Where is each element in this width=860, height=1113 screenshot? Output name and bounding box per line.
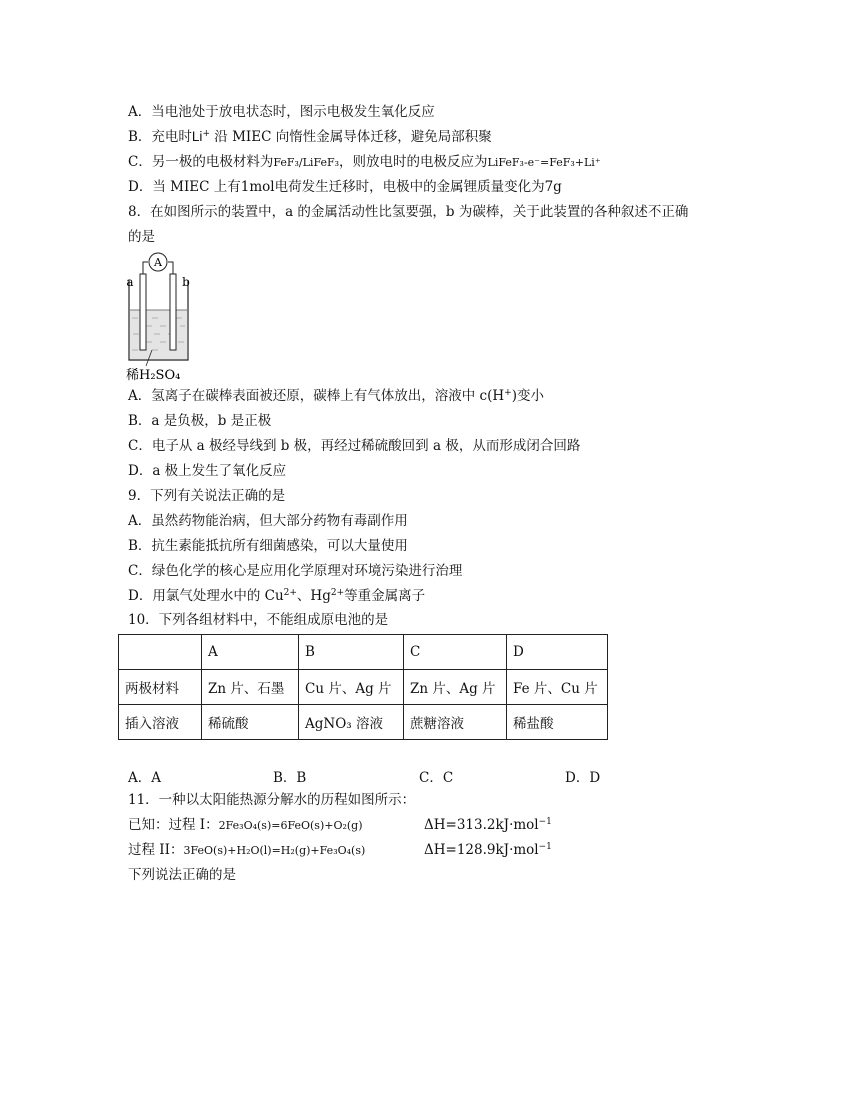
q9-option-d bbox=[128, 587, 425, 605]
q10-choice-b: B．B bbox=[273, 770, 307, 786]
q10-stem: 10．下列各组材料中，不能组成原电池的是 bbox=[128, 612, 389, 628]
table-cell: 插入溶液 bbox=[119, 705, 202, 740]
q7-option-d-pre: D．当 MIEC 上有 bbox=[128, 179, 241, 195]
q11-dh2-unit-exp: −1 bbox=[538, 842, 552, 852]
table-header-cell: B bbox=[299, 635, 404, 670]
q11-dh1-value: ΔH=313.2kJ·mol bbox=[424, 817, 539, 833]
q8-stem-line2: 的是 bbox=[128, 229, 155, 245]
q7-option-d bbox=[128, 178, 562, 196]
q11-enthalpy-2 bbox=[424, 841, 552, 859]
q10-materials-table bbox=[118, 634, 608, 740]
q8-option-a-pre: A．氢离子在碳棒表面被还原，碳棒上有气体放出，溶液中 c(H bbox=[128, 388, 505, 404]
q8-option-a-post: )变小 bbox=[511, 388, 544, 404]
q11-dh2-value: ΔH=128.9kJ·mol bbox=[424, 842, 539, 858]
q9-option-d-mid: 、Hg bbox=[296, 588, 331, 604]
table-header-cell: A bbox=[202, 635, 299, 670]
table-cell: Zn 片、Ag 片 bbox=[404, 670, 507, 705]
table-cell: Fe 片、Cu 片 bbox=[507, 670, 608, 705]
q7-option-b-charge: + bbox=[202, 129, 210, 139]
ammeter-label: A bbox=[154, 256, 162, 269]
solution-label: 稀H₂SO₄ bbox=[126, 368, 181, 382]
q8-option-a-sup: + bbox=[504, 388, 512, 398]
q7-option-b-post: 沿 MIEC 向惰性金属导体迁移，避免局部积聚 bbox=[214, 129, 492, 145]
table-header-cell: C bbox=[404, 635, 507, 670]
q9-option-d-pre: D．用氯气处理水中的 Cu bbox=[128, 588, 284, 604]
q10-choice-a: A．A bbox=[128, 770, 161, 786]
q11-enthalpy-1 bbox=[424, 816, 552, 834]
q9-option-b: B．抗生素能抵抗所有细菌感染，可以大量使用 bbox=[128, 538, 408, 554]
q10-choice-d: D．D bbox=[565, 770, 601, 786]
q7-option-a: A．当电池处于放电状态时，图示电极发生氧化反应 bbox=[128, 104, 435, 120]
q7-option-b-ion: Li bbox=[191, 129, 203, 144]
q7-option-b bbox=[128, 128, 492, 146]
q11-dh1-unit-exp: −1 bbox=[538, 817, 552, 827]
wire-right bbox=[168, 262, 173, 274]
q8-option-b: B．a 是负极，b 是正极 bbox=[128, 413, 272, 429]
table-cell: 稀硫酸 bbox=[202, 705, 299, 740]
electrode-b-label: b bbox=[182, 275, 190, 289]
electrode-b bbox=[170, 274, 176, 350]
q7-option-c-pre: C．另一极的电极材料为 bbox=[128, 154, 274, 170]
electrode-a-label: a bbox=[126, 275, 134, 289]
q11-process1 bbox=[128, 816, 363, 835]
q9-option-d-sup1: 2+ bbox=[283, 588, 297, 598]
q9-option-c: C．绿色化学的核心是应用化学原理对环境污染进行治理 bbox=[128, 563, 463, 579]
table-cell: 蔗糖溶液 bbox=[404, 705, 507, 740]
q7-option-c-mid: ，则放电时的电极反应为 bbox=[339, 154, 488, 170]
table-cell: 两极材料 bbox=[119, 670, 202, 705]
table-row bbox=[119, 705, 608, 740]
q11-stem: 11．一种以太阳能热源分解水的历程如图所示： bbox=[128, 792, 416, 808]
q8-option-c: C．电子从 a 极经导线到 b 极，再经过稀硫酸回到 a 极，从而形成闭合回路 bbox=[128, 438, 581, 454]
q11-equation-1: 2Fe₃O₄(s)=6FeO(s)+O₂(g) bbox=[218, 819, 363, 832]
solution-fill bbox=[130, 310, 187, 359]
q11-process2 bbox=[128, 841, 365, 860]
q8-option-d: D．a 极上发生了氧化反应 bbox=[128, 463, 287, 479]
table-header-cell bbox=[119, 635, 202, 670]
q11-known-label: 已知：过程 I： bbox=[128, 817, 219, 833]
q10-choice-c: C．C bbox=[419, 770, 454, 786]
table-header-cell: D bbox=[507, 635, 608, 670]
q9-option-d-sup2: 2+ bbox=[330, 588, 345, 598]
table-row bbox=[119, 670, 608, 705]
q7-option-d-post: 电荷发生迁移时，电极中的金属锂质量变化为 bbox=[274, 179, 545, 195]
q11-equation-2: 3FeO(s)+H₂O(l)=H₂(g)+Fe₃O₄(s) bbox=[183, 844, 366, 857]
q7-option-d-value: 7g bbox=[544, 179, 562, 195]
q7-option-b-pre: B．充电时 bbox=[128, 129, 192, 145]
table-cell: Cu 片、Ag 片 bbox=[299, 670, 404, 705]
q11-tail: 下列说法正确的是 bbox=[128, 867, 236, 883]
q9-option-d-post: 等重金属离子 bbox=[344, 588, 426, 604]
q7-option-c-material: FeF₃/LiFeF₃ bbox=[273, 156, 340, 169]
q8-stem-line1: 8．在如图所示的装置中，a 的金属活动性比氢要强，b 为碳棒，关于此装置的各种叙述不正确 bbox=[128, 204, 689, 220]
table-cell: Zn 片、石墨 bbox=[202, 670, 299, 705]
q9-stem: 9．下列有关说法正确的是 bbox=[128, 488, 286, 504]
q11-process2-label: 过程 II： bbox=[128, 842, 184, 858]
q9-option-a: A．虽然药物能治病，但大部分药物有毒副作用 bbox=[128, 513, 408, 529]
q7-option-d-amount: 1mol bbox=[240, 179, 275, 195]
q8-option-a bbox=[128, 387, 544, 405]
wire-left bbox=[143, 262, 148, 274]
galvanic-cell-figure bbox=[122, 250, 196, 382]
table-header-row bbox=[119, 635, 608, 670]
q7-option-c bbox=[128, 153, 601, 172]
table-cell: 稀盐酸 bbox=[507, 705, 608, 740]
table-cell: AgNO₃ 溶液 bbox=[299, 705, 404, 740]
q7-option-c-equation: LiFeF₃-e⁻=FeF₃+Li⁺ bbox=[487, 156, 601, 169]
electrode-a bbox=[140, 274, 146, 350]
